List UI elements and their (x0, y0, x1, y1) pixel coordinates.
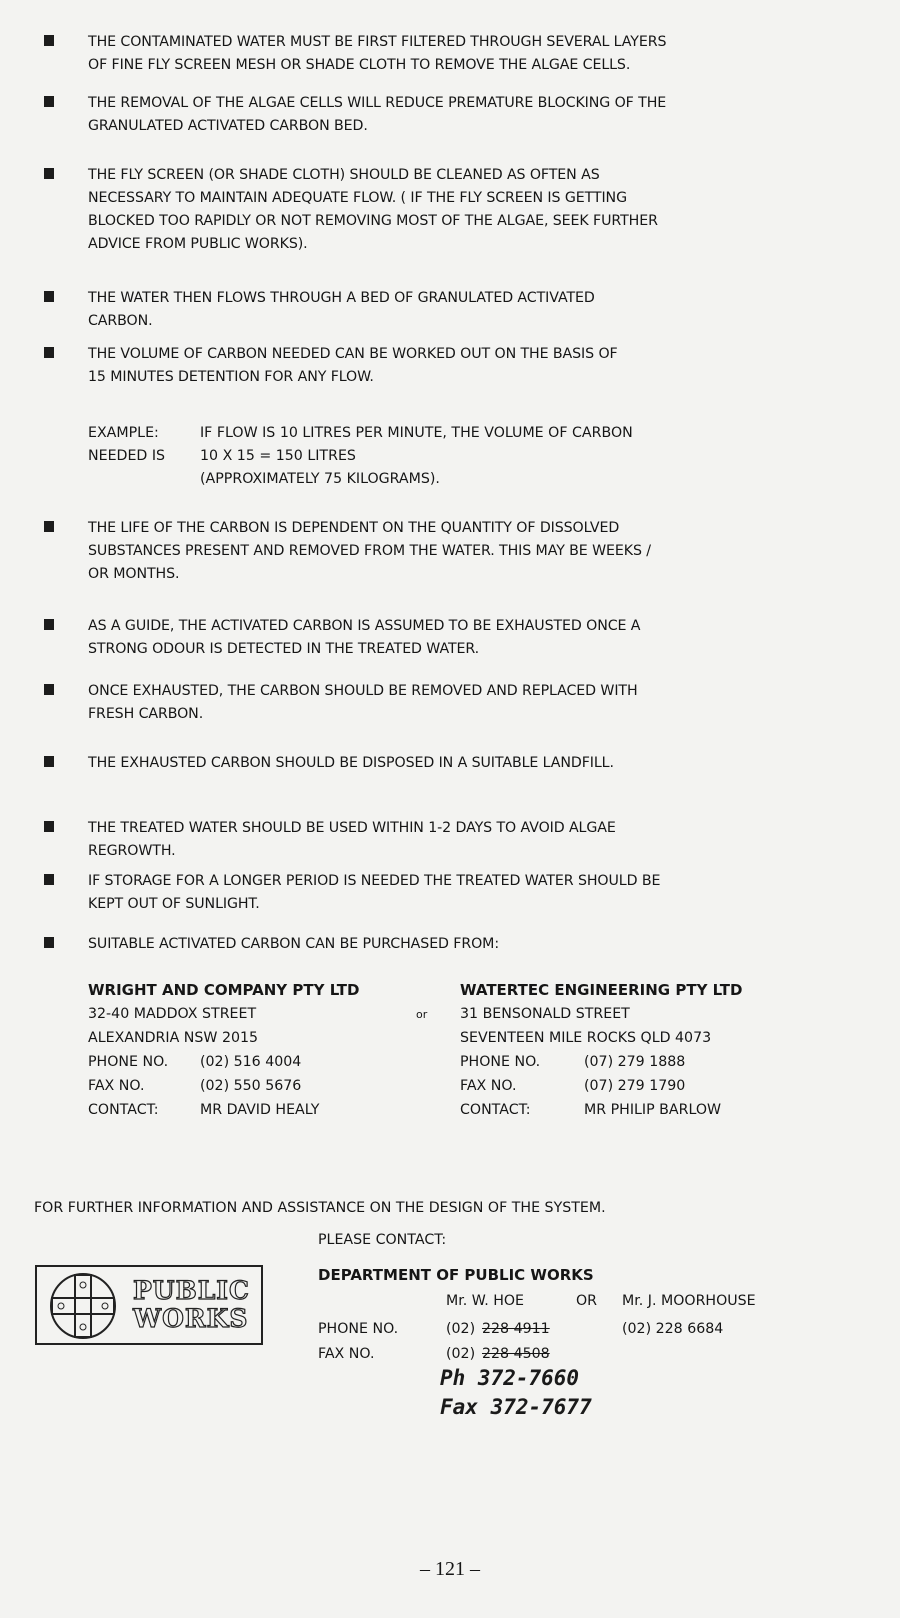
bullet-line: THE CONTAMINATED WATER MUST BE FIRST FILTERED THROUGH SEVERAL LAYERS (88, 34, 667, 50)
example-line: (APPROXIMATELY 75 KILOGRAMS). (200, 471, 440, 487)
department-name: DEPARTMENT OF PUBLIC WORKS (318, 1266, 594, 1284)
supplier-name: WATERTEC ENGINEERING PTY LTD (460, 981, 743, 999)
bullet-line: STRONG ODOUR IS DETECTED IN THE TREATED WATER. (88, 641, 480, 657)
bullet-line: AS A GUIDE, THE ACTIVATED CARBON IS ASSUMED TO BE EXHAUSTED ONCE A (88, 618, 641, 634)
bullet-text (88, 817, 616, 863)
supplier-address: SEVENTEEN MILE ROCKS QLD 4073 (460, 1030, 712, 1046)
bullet-text (88, 752, 614, 775)
contact-label: CONTACT: (460, 1102, 531, 1118)
bullet-icon (44, 821, 54, 832)
bullet-line: GRANULATED ACTIVATED CARBON BED. (88, 118, 368, 134)
bullet-line: THE TREATED WATER SHOULD BE USED WITHIN 1-2 DAYS TO AVOID ALGAE (88, 820, 616, 836)
supplier-watertec (460, 978, 742, 1122)
phone-number: (07) 279 1888 (584, 1054, 686, 1070)
bullet-icon (44, 937, 54, 948)
bullet-line: FRESH CARBON. (88, 706, 204, 722)
example-line: IF FLOW IS 10 LITRES PER MINUTE, THE VOLUME OF CARBON (200, 425, 633, 441)
bullet-text (88, 164, 658, 256)
bullet-line: THE VOLUME OF CARBON NEEDED CAN BE WORKED OUT ON THE BASIS OF (88, 346, 618, 362)
bullet-line: IF STORAGE FOR A LONGER PERIOD IS NEEDED THE TREATED WATER SHOULD BE (88, 873, 661, 889)
fax-label: FAX NO. (88, 1078, 145, 1094)
bullet-icon (44, 168, 54, 179)
bullet-icon (44, 756, 54, 767)
bullet-icon (44, 96, 54, 107)
bullet-line: THE EXHAUSTED CARBON SHOULD BE DISPOSED IN A SUITABLE LANDFILL. (88, 755, 614, 771)
phone-label: PHONE NO. (460, 1054, 541, 1070)
contact-name: MR DAVID HEALY (200, 1102, 320, 1118)
bullet-text (88, 517, 651, 586)
contact-person: Mr. W. HOE (446, 1293, 525, 1309)
phone-label: PHONE NO. (318, 1321, 399, 1337)
bullet-line: SUBSTANCES PRESENT AND REMOVED FROM THE WATER. THIS MAY BE WEEKS / (88, 543, 651, 559)
supplier-address: 32-40 MADDOX STREET (88, 1006, 257, 1022)
bullet-line: ADVICE FROM PUBLIC WORKS). (88, 236, 308, 252)
fax-number: (07) 279 1790 (584, 1078, 686, 1094)
logo-text: PUBLIC WORKS (133, 1276, 250, 1333)
fax-label: FAX NO. (318, 1346, 375, 1362)
phone-number: (02) 516 4004 (200, 1054, 302, 1070)
example-label: EXAMPLE: (88, 425, 159, 441)
phone-number: (02) 228 6684 (622, 1321, 724, 1337)
bullet-icon (44, 291, 54, 302)
public-works-emblem-icon (43, 1271, 127, 1341)
supplier-address: 31 BENSONALD STREET (460, 1006, 630, 1022)
bullet-icon (44, 347, 54, 358)
bullet-line: NECESSARY TO MAINTAIN ADEQUATE FLOW. ( IF THE FLY SCREEN IS GETTING (88, 190, 627, 206)
supplier-name: WRIGHT AND COMPANY PTY LTD (88, 981, 360, 999)
phone-prefix: (02) (446, 1321, 476, 1337)
or-text: or (416, 1008, 428, 1021)
phone-number-struck: 228 4911 (482, 1321, 550, 1337)
please-contact: PLEASE CONTACT: (318, 1232, 447, 1248)
bullet-line: CARBON. (88, 313, 153, 329)
bullet-line: BLOCKED TOO RAPIDLY OR NOT REMOVING MOST OF THE ALGAE, SEEK FURTHER (88, 213, 658, 229)
bullet-line: THE LIFE OF THE CARBON IS DEPENDENT ON THE QUANTITY OF DISSOLVED (88, 520, 620, 536)
bullet-line: OF FINE FLY SCREEN MESH OR SHADE CLOTH TO REMOVE THE ALGAE CELLS. (88, 57, 631, 73)
further-info-text: FOR FURTHER INFORMATION AND ASSISTANCE ON THE DESIGN OF THE SYSTEM. (34, 1200, 606, 1216)
bullet-line: THE FLY SCREEN (OR SHADE CLOTH) SHOULD BE CLEANED AS OFTEN AS (88, 167, 600, 183)
bullet-icon (44, 619, 54, 630)
handwritten-fax: Fax 372-7677 (440, 1395, 592, 1419)
example-label: NEEDED IS (88, 448, 166, 464)
bullet-line: 15 MINUTES DETENTION FOR ANY FLOW. (88, 369, 374, 385)
supplier-wright (88, 978, 359, 1122)
bullet-line: KEPT OUT OF SUNLIGHT. (88, 896, 260, 912)
bullet-line: ONCE EXHAUSTED, THE CARBON SHOULD BE REMOVED AND REPLACED WITH (88, 683, 638, 699)
bullet-line: THE WATER THEN FLOWS THROUGH A BED OF GRANULATED ACTIVATED (88, 290, 595, 306)
bullet-icon (44, 684, 54, 695)
public-works-logo (35, 1265, 263, 1345)
bullet-text (88, 287, 595, 333)
phone-label: PHONE NO. (88, 1054, 169, 1070)
bullet-text (88, 615, 640, 661)
bullet-icon (44, 874, 54, 885)
bullet-text (88, 31, 666, 77)
fax-number: (02) 550 5676 (200, 1078, 302, 1094)
bullet-text (88, 680, 638, 726)
bullet-line: REGROWTH. (88, 843, 176, 859)
fax-label: FAX NO. (460, 1078, 517, 1094)
bullet-line: OR MONTHS. (88, 566, 180, 582)
bullet-line: SUITABLE ACTIVATED CARBON CAN BE PURCHASED FROM: (88, 936, 499, 952)
contact-label: CONTACT: (88, 1102, 159, 1118)
or-text: OR (576, 1293, 598, 1309)
bullet-text (88, 92, 666, 138)
contact-person: Mr. J. MOORHOUSE (622, 1293, 756, 1309)
fax-number-struck: 228 4508 (482, 1346, 550, 1362)
bullet-text (88, 870, 660, 916)
supplier-address: ALEXANDRIA NSW 2015 (88, 1030, 259, 1046)
bullet-text (88, 933, 499, 956)
fax-prefix: (02) (446, 1346, 476, 1362)
example-line: 10 X 15 = 150 LITRES (200, 448, 356, 464)
bullet-icon (44, 521, 54, 532)
bullet-line: THE REMOVAL OF THE ALGAE CELLS WILL REDUCE PREMATURE BLOCKING OF THE (88, 95, 667, 111)
contact-name: MR PHILIP BARLOW (584, 1102, 722, 1118)
handwritten-phone: Ph 372-7660 (440, 1366, 580, 1390)
bullet-icon (44, 35, 54, 46)
bullet-text (88, 343, 618, 389)
page-number: – 121 – (420, 1558, 480, 1580)
